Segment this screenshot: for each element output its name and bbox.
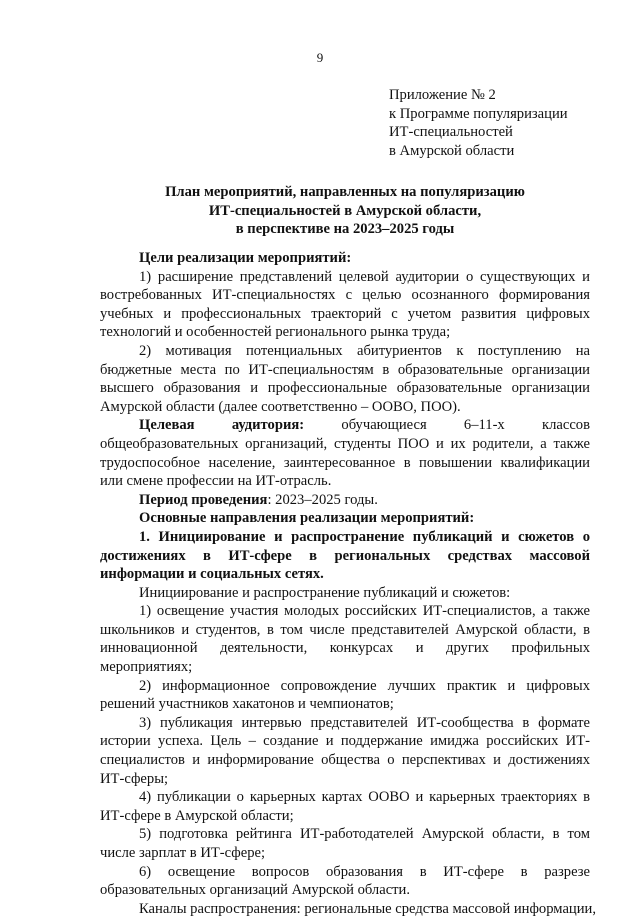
title-line: ИТ-специальностей в Амурской области, [208, 202, 482, 219]
section-intro: Инициирование и распространение публикаций и сюжетов: [139, 584, 511, 601]
goals-heading: Цели реализации мероприятий: [139, 250, 352, 266]
appendix-line: ИТ-специальностей [389, 124, 513, 141]
goal-item: 2) мотивация потенциальных абитуриентов к поступлению на бюджетные места по ИТ-специальностям в образовательные организации высшего образования и профессиональные образовательные организации Амурской области (далее соответственно – ООВО, ПОО). [100, 342, 590, 415]
appendix-line: к Программе популяризации [389, 105, 568, 122]
goal-item: 1) расширение представлений целевой аудитории о существующих и востребованных ИТ-специальностях с целью осознанного формирования учебных и профессиональных траекторий с учетом развития цифровых технологий и особенностей регионального рынка труда; [100, 268, 590, 341]
period-text: : 2023–2025 годы. [267, 491, 378, 508]
directions-heading: Основные направления реализации мероприятий: [139, 510, 475, 527]
list-item: 1) освещение участия молодых российских ИТ-специалистов, а также школьников и студентов, в том числе представителей Амурской области, в инновационной деятельности, конкурсах и других профильных мероприятиях; [100, 603, 590, 676]
title-line: План мероприятий, направленных на популяризацию [165, 184, 525, 200]
audience-label: Целевая аудитория: [139, 417, 305, 434]
audience-text: обучающиеся 6–11-х классов общеобразовательных организаций, студенты ПОО и их родители, а также трудоспособное население, заинтересованное в повышении квалификации или смене профессии на ИТ-отрасль. [100, 417, 590, 490]
appendix-line: Приложение № 2 [389, 87, 496, 103]
list-item: 6) освещение вопросов образования в ИТ-сфере в разрезе образовательных организаций Амурской области. [100, 863, 590, 899]
page-number: 9 [316, 50, 324, 65]
document-body [100, 249, 596, 918]
period-paragraph [100, 491, 590, 510]
list-item: 4) публикации о карьерных картах ООВО и карьерных траекториях в ИТ-сфере в Амурской области; [100, 789, 590, 824]
period-label: Период проведения [139, 491, 268, 508]
appendix-line: в Амурской области [389, 142, 515, 159]
appendix-header [389, 86, 629, 160]
title-line: в перспективе на 2023–2025 годы [235, 221, 455, 238]
section-title: 1. Инициирование и распространение публикаций и сюжетов о достижениях в ИТ-сфере в региональных средствах массовой информации и социальных сетях. [100, 528, 590, 583]
list-item: 3) публикация интервью представителей ИТ-сообщества в формате истории успеха. Цель – создание и поддержание имиджа российских ИТ-специалистов и информирование общества о перспективах и достижениях ИТ-сферы; [100, 714, 590, 787]
list-item: 5) подготовка рейтинга ИТ-работодателей Амурской области, в том числе зарплат в ИТ-сфере; [100, 826, 590, 861]
list-item: 2) информационное сопровождение лучших практик и цифровых решений участников хакатонов и чемпионатов; [100, 677, 590, 713]
channels-paragraph: Каналы распространения: региональные средства массовой информации, [139, 900, 596, 917]
document-title [100, 183, 590, 239]
audience-paragraph [100, 416, 590, 490]
